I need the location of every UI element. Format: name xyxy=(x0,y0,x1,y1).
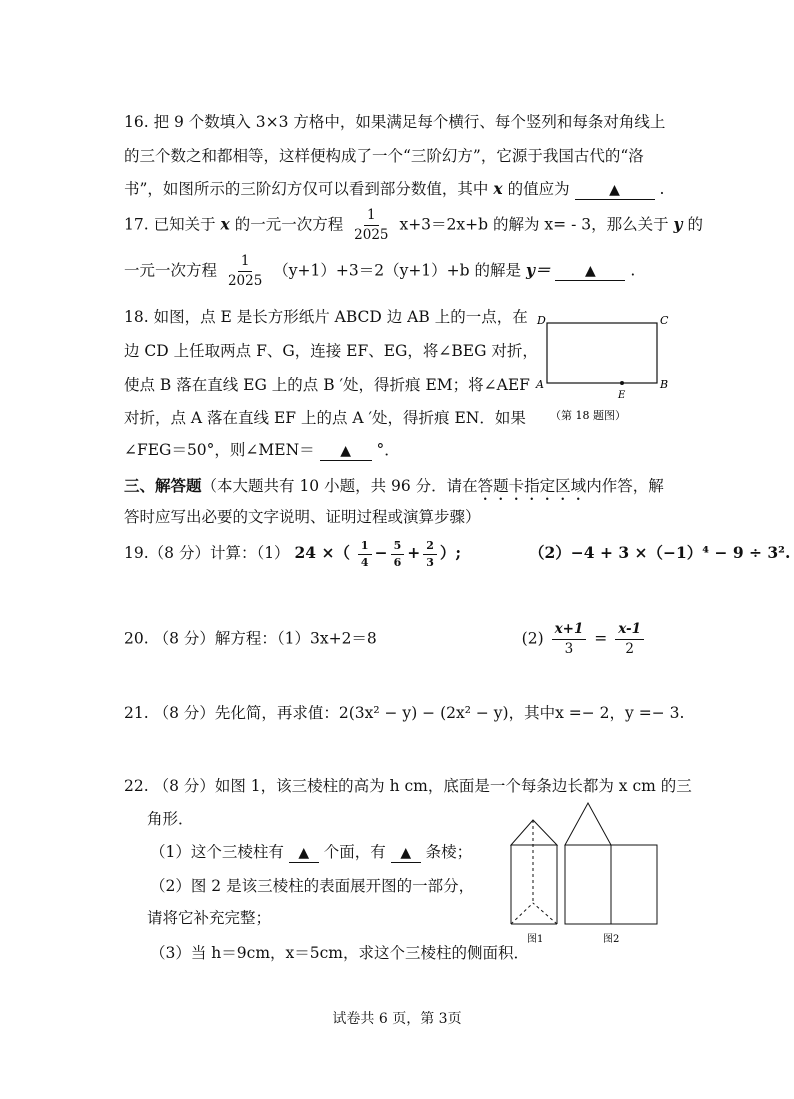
figure-1-label: 图1 xyxy=(527,934,544,945)
section-desc-emphasis: 答题卡指定区域 xyxy=(477,477,587,495)
q22-text: 条棱； xyxy=(425,843,473,861)
period: . xyxy=(659,180,665,198)
fraction xyxy=(552,620,587,659)
q19-expr: 24 ×（ xyxy=(294,543,350,562)
prism-figure-1 xyxy=(511,820,557,924)
fraction xyxy=(423,538,437,570)
answer-blank[interactable]: ▲ xyxy=(289,845,319,863)
q19-text: 19.（8 分）计算：（1） xyxy=(124,544,290,562)
var-x: x xyxy=(220,214,230,234)
prism-hidden-edge xyxy=(511,903,533,924)
q17-line-2 xyxy=(124,252,635,291)
section-desc: （本大题共有 10 小题，共 96 分．请在 xyxy=(201,477,478,495)
label-e: E xyxy=(618,390,626,401)
numerator: 1 xyxy=(238,252,253,272)
answer-blank[interactable]: ▲ xyxy=(575,182,655,200)
denominator: 3 xyxy=(564,640,574,657)
q16-text: 书”，如图所示的三阶幻方仅可以看到部分数值，其中 xyxy=(124,180,489,198)
section-title: 三、解答题 xyxy=(124,476,202,495)
q22-part-2b: 请将它补充完整； xyxy=(147,909,272,927)
numerator: 1 xyxy=(358,538,372,554)
rectangle-abcd xyxy=(547,323,657,383)
q22-line-1: 22. （8 分）如图 1，该三棱柱的高为 h cm，底面是一个每条边长都为 x cm 的三 xyxy=(124,777,692,795)
q19-part2: （2）−4 + 3 ×（−1）⁴ − 9 ÷ 3². xyxy=(528,543,791,562)
q22-part-1 xyxy=(150,845,472,863)
label-a: A xyxy=(536,378,544,391)
denominator: 4 xyxy=(360,555,369,569)
section-desc: 内作答，解 xyxy=(586,477,664,495)
q18-text: ∠FEG＝50°，则∠MEN＝ xyxy=(124,441,315,459)
net-rect-2 xyxy=(611,845,657,924)
figure-2-label: 图2 xyxy=(603,934,620,945)
fraction xyxy=(351,206,391,245)
section-3-header xyxy=(124,477,664,504)
q22-part-2: （2）图 2 是该三棱柱的表面展开图的一部分， xyxy=(150,877,475,895)
var-x: x xyxy=(493,179,503,198)
denominator: 6 xyxy=(393,555,402,569)
q22-text: 个面，有 xyxy=(323,843,386,861)
numerator: x-1 xyxy=(615,620,644,640)
q22-line-2: 角形． xyxy=(147,810,194,828)
q18-line-2: 边 CD 上任取两点 F、G，连接 EF、EG，将∠BEG 对折， xyxy=(124,342,538,360)
numerator: x+1 xyxy=(552,620,587,640)
q22-text: （1）这个三棱柱有 xyxy=(150,843,284,861)
q19-expr: ）; xyxy=(439,543,462,562)
q17-text: 一元一次方程 xyxy=(124,261,218,280)
q16-text: 的值应为 xyxy=(507,180,570,198)
answer-blank[interactable]: ▲ xyxy=(555,263,625,281)
operator: + xyxy=(407,543,421,562)
net-triangle xyxy=(565,803,611,845)
q18-line-5 xyxy=(124,443,400,461)
q18-line-4: 对折，点 A 落在直线 EF 上的点 A ′处，得折痕 EN．如果 xyxy=(124,409,526,427)
rectangle-figure xyxy=(532,308,682,428)
label-b: B xyxy=(660,378,669,391)
q16-line-3 xyxy=(124,181,664,200)
operator: − xyxy=(374,543,388,562)
q17-text: x+3＝2x+b 的解为 x= - 3，那么关于 xyxy=(399,215,669,234)
fraction xyxy=(225,252,265,291)
q22-part-3: （3）当 h＝9cm，x＝5cm，求这个三棱柱的侧面积． xyxy=(150,944,529,962)
numerator: 5 xyxy=(391,538,405,554)
section-3-line-2: 答时应写出必要的文字说明、证明过程或演算步骤） xyxy=(124,508,481,526)
prism-top-face xyxy=(511,820,557,845)
page-footer: 试卷共 6 页，第 3页 xyxy=(332,1011,462,1027)
var-y: y xyxy=(673,214,683,234)
denominator: 2 xyxy=(625,640,634,657)
net-rect-1 xyxy=(565,845,611,924)
label-c: C xyxy=(660,314,669,327)
q18-line-1: 18. 如图，点 E 是长方形纸片 ABCD 边 AB 上的一点，在 xyxy=(124,308,528,326)
denominator: 3 xyxy=(426,555,434,569)
q20-text: 20. （8 分）解方程：（1）3x+2＝8 xyxy=(124,629,377,648)
fraction xyxy=(615,620,644,659)
operator: = xyxy=(594,629,608,648)
q18-line-3: 使点 B 落在直线 EG 上的点 B ′处，得折痕 EM；将∠AEF xyxy=(124,376,530,394)
q16-line-1: 16. 把 9 个数填入 3×3 方格中，如果满足每个横行、每个竖列和每条对角线上 xyxy=(124,113,666,131)
q17-text: 的 xyxy=(687,215,703,234)
q19-line xyxy=(124,538,790,570)
q20-line xyxy=(124,620,647,659)
answer-blank[interactable]: ▲ xyxy=(320,443,372,461)
numerator: 2 xyxy=(423,538,437,554)
answer-blank[interactable]: ▲ xyxy=(391,845,421,863)
denominator: 2025 xyxy=(354,226,389,243)
fraction xyxy=(358,538,372,570)
var-y: y＝ xyxy=(525,260,551,280)
label-d: D xyxy=(537,314,546,327)
q17-text: （y+1）+3＝2（y+1）+b 的解是 xyxy=(273,261,522,280)
point-e xyxy=(620,381,624,385)
denominator: 2025 xyxy=(227,272,263,289)
period: . xyxy=(630,261,636,280)
numerator: 1 xyxy=(364,206,379,226)
q21-line: 21. （8 分）先化简，再求值：2(3x² − y) − (2x² − y)，其中x =− 2，y =− 3. xyxy=(124,704,685,722)
q17-text: 的一元一次方程 xyxy=(234,215,344,234)
prism-figures xyxy=(505,800,670,950)
figure-caption: （第 18 题图） xyxy=(550,409,626,422)
q16-line-2: 的三个数之和都相等，这样便构成了一个“三阶幻方”，它源于我国古代的“洛 xyxy=(124,147,644,165)
fraction xyxy=(391,538,405,570)
q17-line-1 xyxy=(124,206,703,245)
prism-hidden-edge xyxy=(533,903,557,924)
prism-net-figure-2 xyxy=(565,803,657,924)
q20-part2-label: (2) xyxy=(521,629,544,648)
q18-text: °． xyxy=(376,441,400,459)
q17-text: 17. 已知关于 xyxy=(124,215,216,234)
